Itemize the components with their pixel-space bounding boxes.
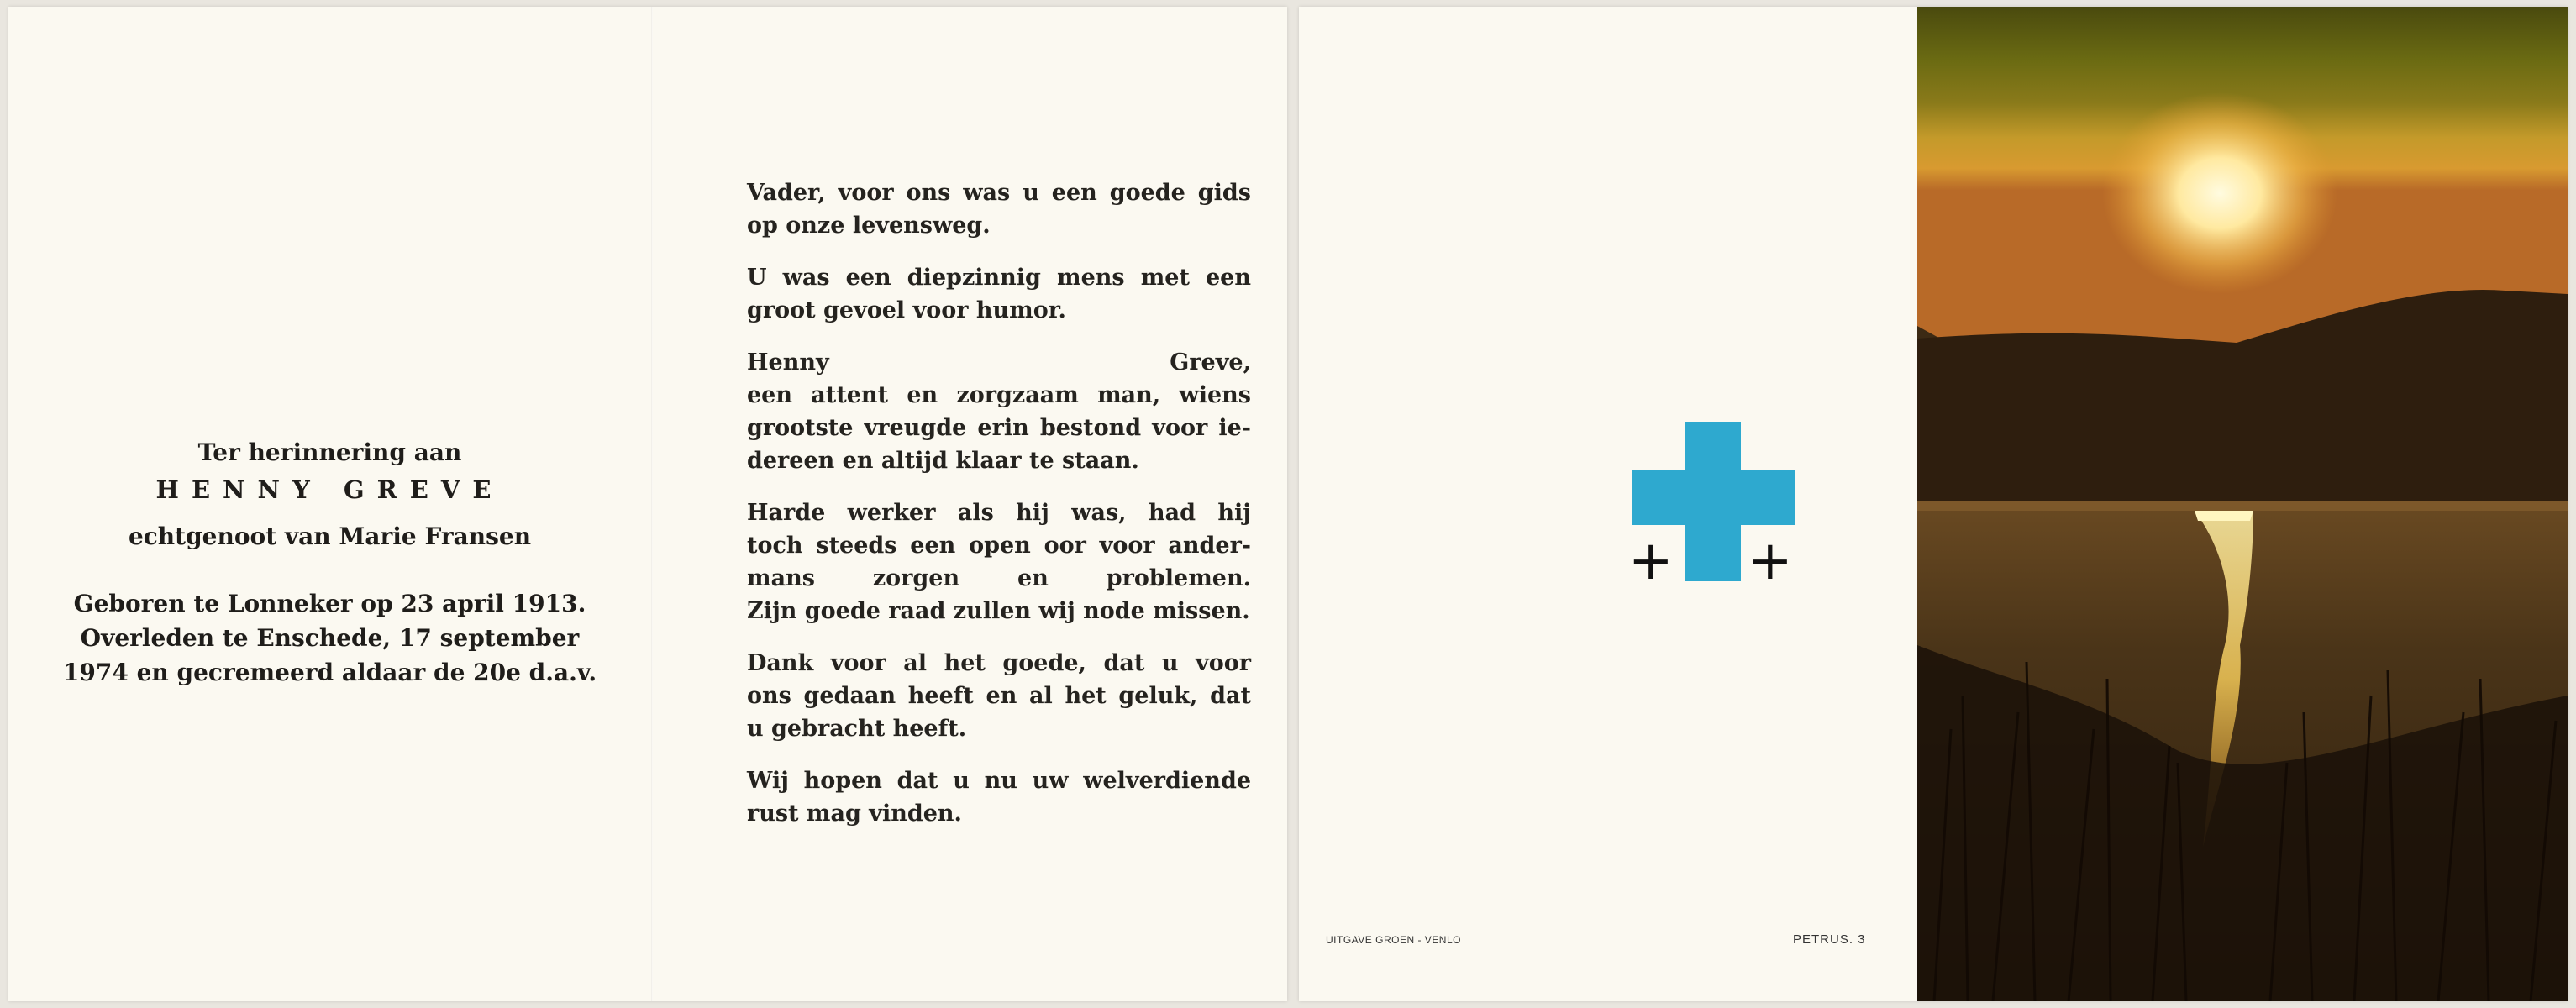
publisher-imprint: UITGAVE GROEN - VENLO — [1326, 934, 1461, 946]
verse-paragraph — [747, 176, 1251, 242]
back-cover-panel — [1299, 7, 1917, 1001]
verse-paragraph — [747, 496, 1251, 627]
card-spread-inner — [8, 7, 1287, 1001]
death-line: Overleden te Enschede, 17 september — [80, 624, 580, 652]
verse-paragraph — [747, 346, 1251, 477]
spouse-line: echtgenoot van Marie Fransen — [128, 522, 532, 550]
verse-line: grootste vreugde erin bestond voor ie- — [747, 415, 1251, 441]
small-cross-left-icon: + — [1628, 530, 1674, 592]
memorial-verse — [747, 176, 1251, 849]
sunset-over-lake-icon — [1917, 7, 2568, 1001]
verse-line: Henny Greve, — [747, 349, 1251, 375]
verse-line: rust mag vinden. — [747, 801, 962, 827]
verse-paragraph — [747, 261, 1251, 327]
blue-cross-horizontal — [1632, 470, 1795, 525]
verse-line: u gebracht heeft. — [747, 716, 967, 742]
cremation-line: 1974 en gecremeerd aldaar de 20e d.a.v. — [62, 659, 597, 686]
verse-line: groot gevoel voor humor. — [747, 297, 1066, 323]
verse-paragraph — [747, 764, 1251, 830]
verse-line: op onze levensweg. — [747, 213, 991, 239]
small-cross-right-icon: + — [1748, 530, 1793, 592]
cross-emblem-icon — [1628, 415, 1800, 592]
sunset-photo — [1917, 7, 2568, 1001]
series-code: PETRUS. 3 — [1793, 932, 1866, 947]
verse-line: Zijn goede raad zullen wij node missen. — [747, 598, 1250, 624]
dedication-intro: Ter herinnering aan — [197, 438, 462, 466]
verse-panel — [653, 7, 1287, 1001]
verse-line: een attent en zorgzaam man, wiens — [747, 382, 1251, 408]
verse-line: Wij hopen dat u nu uw welverdiende — [747, 768, 1251, 794]
verse-line: dereen en altijd klaar te staan. — [747, 448, 1139, 474]
verse-line: U was een diepzinnig mens met een — [747, 265, 1251, 291]
verse-paragraph — [747, 647, 1251, 745]
verse-line: Dank voor al het goede, dat u voor — [747, 650, 1251, 676]
dedication-panel — [8, 7, 651, 1001]
card-spread-outer — [1299, 7, 2568, 1001]
verse-line: mans zorgen en problemen. — [747, 565, 1251, 591]
verse-line: Harde werker als hij was, had hij — [747, 500, 1251, 526]
deceased-name: HENNY GREVE — [155, 475, 504, 504]
verse-line: ons gedaan heeft en al het geluk, dat — [747, 683, 1251, 709]
life-dates — [8, 586, 651, 690]
verse-line: toch steeds een open oor voor ander- — [747, 533, 1251, 559]
birth-line: Geboren te Lonneker op 23 april 1913. — [73, 590, 586, 617]
verse-line: Vader, voor ons was u een goede gids — [747, 180, 1251, 206]
